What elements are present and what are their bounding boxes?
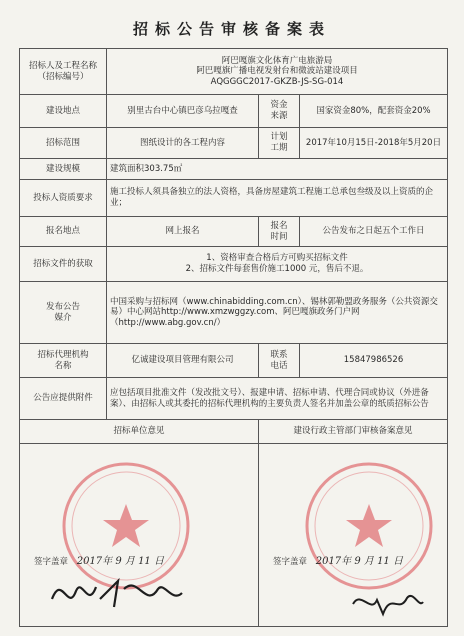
filing-form-table: [19, 48, 448, 627]
row-agency: [20, 344, 448, 378]
qualification-value: 施工投标人须具备独立的法人资格，具备房屋建筑工程施工总承包叁级及以上资质的企业；: [107, 180, 448, 217]
media-label: 发布公告 媒介: [20, 282, 107, 344]
gov-signature-cell: [259, 444, 448, 627]
gov-sign-date: 2017年 9 月 11 日: [315, 555, 403, 567]
gov-seal: [299, 456, 439, 596]
phone-value: 15847986526: [300, 344, 448, 378]
reg-time-label: 报名 时间: [259, 217, 300, 247]
row-media: [20, 282, 448, 344]
row-scope: [20, 128, 448, 159]
location-value: 别里古台中心镇巴彦乌拉嘎查: [107, 95, 259, 128]
funding-label: 资金 来源: [259, 95, 300, 128]
row-registration: [20, 217, 448, 247]
scope-label: 招标范围: [20, 128, 107, 159]
unit-signature-cell: [20, 444, 259, 627]
unit-sign-line: [34, 556, 164, 569]
document-title: 招标公告审核备案表: [132, 20, 331, 38]
row-qualification: [20, 180, 448, 217]
row-signatures: [20, 444, 448, 627]
reg-time-value: 公告发布之日起五个工作日: [300, 217, 448, 247]
agency-value: 亿诚建设项目管理有限公司: [107, 344, 259, 378]
project-label: 招标人及工程名称 （招标编号）: [20, 49, 107, 95]
schedule-value: 2017年10月15日-2018年5月20日: [300, 128, 448, 159]
agency-label: 招标代理机构 名称: [20, 344, 107, 378]
row-opinion-headers: [20, 420, 448, 444]
row-project: [20, 49, 448, 95]
scale-value: 建筑面积303.75㎡: [107, 159, 448, 180]
gov-sign-line: [273, 556, 403, 569]
schedule-label: 计划 工期: [259, 128, 300, 159]
obtain-value: 1、资格审查合格后方可购买招标文件 2、招标文件每套售价施工1000 元，售后不退。: [107, 247, 448, 282]
unit-signature: [48, 569, 188, 619]
row-attachments: [20, 378, 448, 420]
phone-label: 联系 电话: [259, 344, 300, 378]
location-label: 建设地点: [20, 95, 107, 128]
attachments-value: 应包括项目批准文件（发改批文号）、报建申请、招标申请、代理合同或协议（外进备案）、由招标人或其委托的招标代理机构的主要负责人签名并加盖公章的纸质招标公告: [107, 378, 448, 420]
row-location: [20, 95, 448, 128]
project-name: 阿巴嘎旗文化体育广电旅游局 阿巴嘎旗广播电视发射台和微波站建设项目 AQGGGC2017-GKZB-JS-SG-014: [107, 49, 448, 95]
row-obtain: [20, 247, 448, 282]
qualification-label: 投标人资质要求: [20, 180, 107, 217]
unit-sign-date: 2017年 9 月 11 日: [76, 555, 164, 567]
scale-label: 建设规模: [20, 159, 107, 180]
funding-value: 国家资金80%，配套资金20%: [300, 95, 448, 128]
media-value: 中国采购与招标网（www.chinabidding.com.cn）、锡林郭勒盟政务服务（公共资源交易）中心网站http://www.xmzwggzy.com、阿巴嘎旗政务门户网 （http://www.abg.gov.cn/）: [107, 282, 448, 344]
unit-opinion-header: 招标单位意见: [20, 420, 259, 444]
gov-signature: [347, 584, 427, 622]
attachments-label: 公告应提供附件: [20, 378, 107, 420]
obtain-label: 招标文件的获取: [20, 247, 107, 282]
reg-place-value: 网上报名: [107, 217, 259, 247]
row-scale: [20, 159, 448, 180]
reg-place-label: 报名地点: [20, 217, 107, 247]
scope-value: 图纸设计的各工程内容: [107, 128, 259, 159]
unit-sign-label: 签字盖章: [34, 556, 69, 567]
gov-opinion-header: 建设行政主管部门审核备案意见: [259, 420, 448, 444]
gov-sign-label: 签字盖章: [273, 556, 308, 567]
